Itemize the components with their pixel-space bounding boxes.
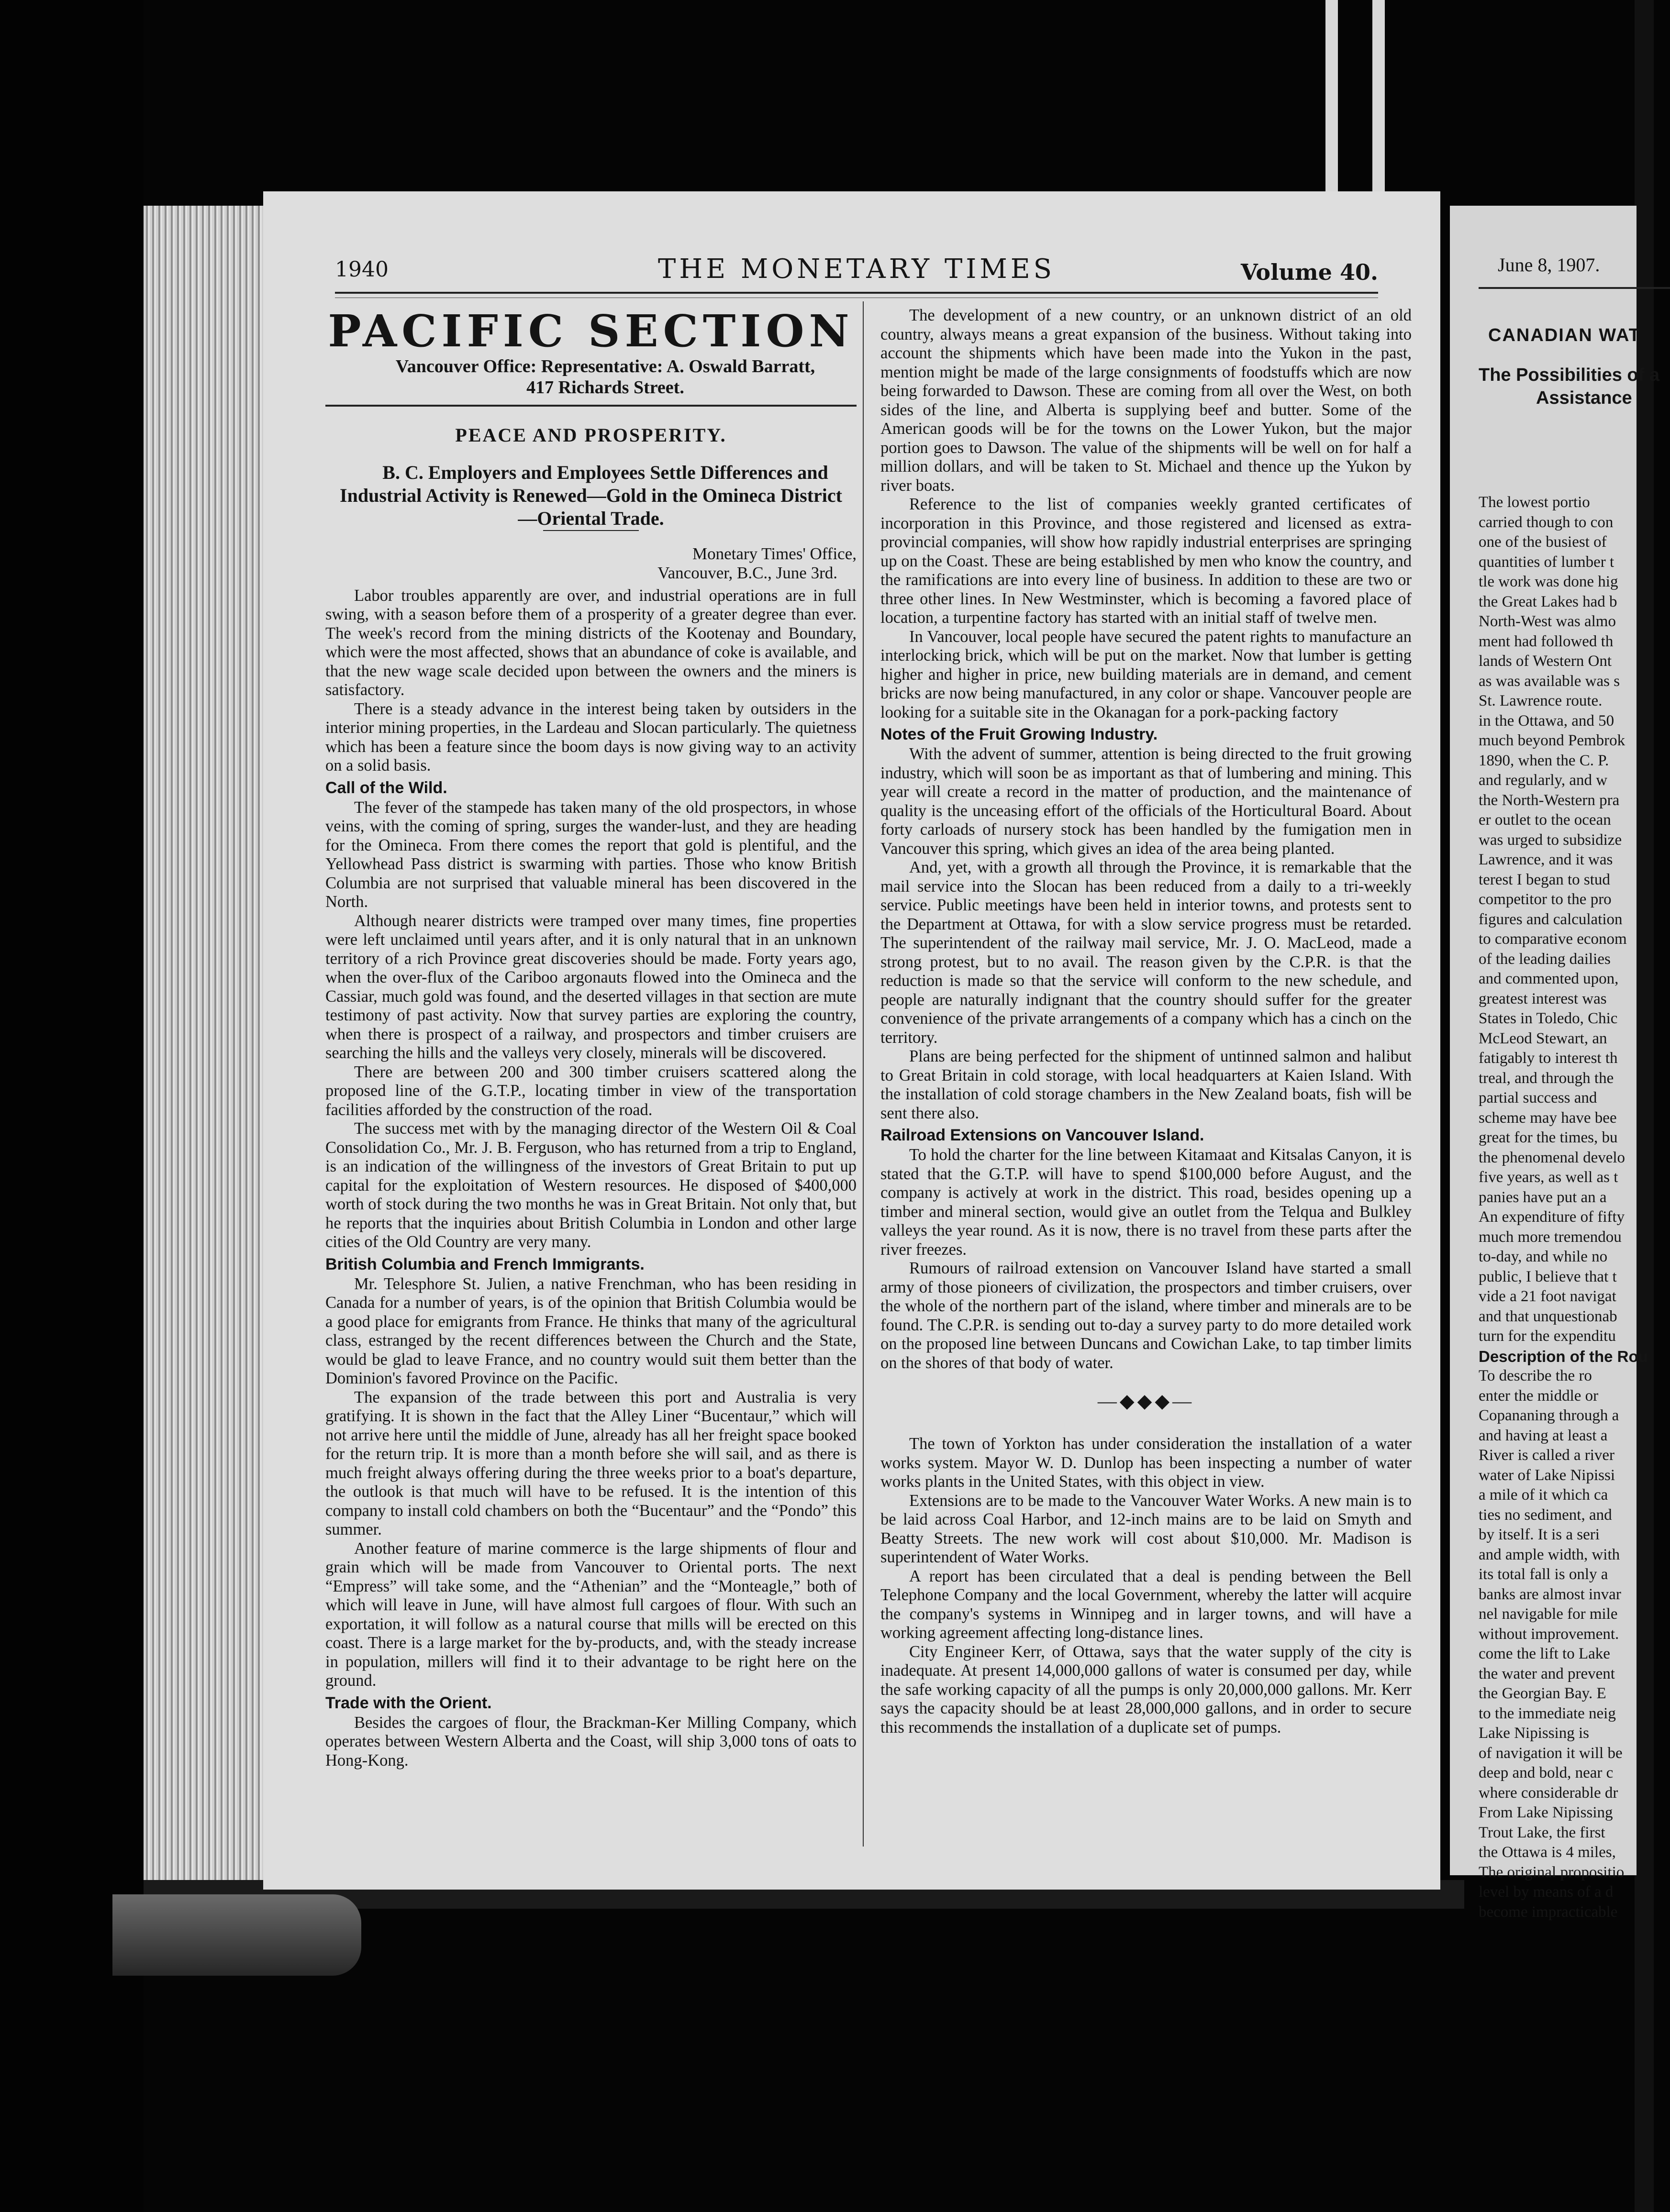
adjacent-text-line: deep and bold, near c xyxy=(1479,1764,1614,1781)
adjacent-text-line: much more tremendou xyxy=(1479,1228,1622,1246)
section-title: PACIFIC SECTION xyxy=(328,305,854,357)
newspaper-page xyxy=(263,191,1440,1890)
adjacent-text-line: 1890, when the C. P. xyxy=(1479,752,1609,769)
film-sprocket-gap xyxy=(1372,0,1385,206)
deck-rule xyxy=(543,530,639,531)
adjacent-text-line: Copananing through a xyxy=(1479,1407,1619,1424)
paragraph: There are between 200 and 300 timber cruisers scattered along the proposed line of the G.T.P., locating timber in view of the transportation facilities afforded by the construction of the road. xyxy=(325,1062,857,1119)
book-page-edges xyxy=(144,206,263,1890)
adjacent-text-line: was urged to subsidize xyxy=(1479,831,1622,849)
adjacent-text-line: quantities of lumber t xyxy=(1479,553,1614,571)
adjacent-text-line: and ample width, with xyxy=(1479,1546,1620,1563)
adjacent-text-line: terest I began to stud xyxy=(1479,871,1610,888)
adjacent-text-line: a mile of it which ca xyxy=(1479,1486,1608,1504)
left-column xyxy=(325,306,857,1770)
adjacent-text-line: nel navigable for mile xyxy=(1479,1605,1618,1623)
article-headline: PEACE AND PROSPERITY. xyxy=(455,424,727,446)
adjacent-text-line: five years, as well as t xyxy=(1479,1169,1618,1186)
adjacent-text-line: and that unquestionab xyxy=(1479,1307,1617,1325)
adjacent-text-line: carried though to con xyxy=(1479,513,1614,531)
adjacent-text-line: ties no sediment, and xyxy=(1479,1506,1612,1524)
adjacent-text-line: From Lake Nipissing xyxy=(1479,1804,1613,1821)
page-number: 1940 xyxy=(335,257,389,282)
subheading: Call of the Wild. xyxy=(325,778,447,797)
adjacent-text-line: level by means of a d xyxy=(1479,1883,1614,1901)
paragraph: Extensions are to be made to the Vancouver Water Works. A new main is to be laid across Coal Harbor, and 12-inch mains are to be laid on Smyth and Beatty Streets. The new work will cost about $10,000. Mr. Madison is superintendent of Water Works. xyxy=(880,1491,1412,1566)
paragraph: Reference to the list of companies weekly granted certificates of incorporation in this Province, and those registered and licensed as extra-provincial companies, will show how rapidly industrial enterprises are springing up on the Coast. These are being established by men who know the country, and the ramifications are into every line of business. In addition to these are two or three other lines. In New Westminster, which is becoming a favored place of location, a turpentine factory has started with an initial staff of twelve men. xyxy=(880,495,1412,627)
adjacent-text-line: and having at least a xyxy=(1479,1427,1608,1444)
adjacent-text-line: competitor to the pro xyxy=(1479,891,1612,908)
adjacent-text-line: to the immediate neig xyxy=(1479,1704,1616,1722)
paragraph: Labor troubles apparently are over, and industrial operations are in full swing, with a season before them of a prosperity of a greater degree than ever. The week's record from the mining districts of the Kootenay and Boundary, which were the most affected, shows that an abundance of coke is available, and that the new wage scale decided upon between the owners and the miners is satisfactory. xyxy=(325,586,857,699)
paragraph: Although nearer districts were tramped over many times, fine properties were left unclaimed until years after, and it is only natural that in an unknown territory of a rich Province great discoveries should be made. Forty years ago, when the over-flux of the Cariboo argonauts flowed into the Omineca and the Cassiar, much gold was found, and the deserted villages in that section are mute testimony of past activity. Now that survey parties are exploring the country, when there is prospect of a railway, and prospectors and timber cruisers are searching the hills and the valleys very closely, minerals will be discovered. xyxy=(325,911,857,1062)
section-rule xyxy=(325,405,857,407)
adjacent-text-line: of navigation it will be xyxy=(1479,1744,1623,1762)
header-rule xyxy=(335,292,1378,294)
adjacent-text-line: banks are almost invar xyxy=(1479,1585,1621,1603)
adjacent-text-line: where considerable dr xyxy=(1479,1784,1618,1802)
adjacent-text-line: of the leading dailies xyxy=(1479,950,1611,968)
adjacent-text-line: its total fall is only a xyxy=(1479,1566,1608,1583)
adjacent-text-line: to comparative econom xyxy=(1479,930,1627,948)
dateline-office: Monetary Times' Office, xyxy=(692,544,857,563)
adjacent-page-title: CANADIAN WAT xyxy=(1488,325,1641,345)
adjacent-text-line: the water and prevent xyxy=(1479,1665,1615,1682)
adjacent-page-subtitle xyxy=(1479,364,1659,409)
adjacent-text-line: To describe the ro xyxy=(1479,1367,1592,1384)
paragraph: The success met with by the managing director of the Western Oil & Coal Consolidation Co., Mr. J. B. Ferguson, who has returned from a trip to England, is an indication of the willingness of the investors of Great Britain to put up capital for the exploitation of Western resources. He disposed of $400,000 worth of stock during the two months he was in Great Britain. Not only that, but he reports that the inquiries about British Columbia in London and other large cities of the Old Country are very many. xyxy=(325,1119,857,1251)
adjacent-text-line: great for the times, bu xyxy=(1479,1129,1618,1146)
paragraph: There is a steady advance in the interest being taken by outsiders in the interior mining properties, in the Lardeau and Slocan particularly. The quietness which has been a feature since the boom days is now giving way to an activity on a solid basis. xyxy=(325,699,857,774)
adjacent-text-line: much beyond Pembrok xyxy=(1479,732,1625,749)
adjacent-text-line: lands of Western Ont xyxy=(1479,653,1612,670)
paragraph: And, yet, with a growth all through the Province, it is remarkable that the mail service into the Slocan has been reduced from a daily to a tri-weekly service. Public meetings have been held in interior towns, and protests sent to the Department at Ottawa, for with a slow service progress must be retarded. The superintendent of the railway mail service, Mr. J. O. MacLeod, made a strong protest, but to no avail. The reason given by the C.P.R. is that the reduction is made so that the service will conform to the new schedule, and people are naturally indignant that the country should suffer for the greater convenience of the private arrangements of a company which has a cinch on the territory. xyxy=(880,858,1412,1047)
adjacent-text-line: vide a 21 foot navigat xyxy=(1479,1288,1616,1305)
adjacent-text-line: Lawrence, and it was xyxy=(1479,851,1613,868)
adjacent-header-rule xyxy=(1479,287,1670,289)
adjacent-text-line: become impracticable xyxy=(1479,1903,1618,1921)
adjacent-text-line: and commented upon, xyxy=(1479,970,1619,987)
adjacent-text-line: figures and calculation xyxy=(1479,910,1623,928)
paragraph: Mr. Telesphore St. Julien, a native Frenchman, who has been residing in Canada for a number of years, is of the opinion that British Columbia would be a good place for emigrants from France. He thinks that many of the agricultural class, estranged by the recent differences between the Church and the State, would be glad to leave France, and no country would suit them better than the Dominion's favored Province on the Pacific. xyxy=(325,1274,857,1387)
right-column xyxy=(880,306,1412,1737)
paragraph: City Engineer Kerr, of Ottawa, says that the water supply of the city is inadequate. At present 14,000,000 gallons of water is consumed per day, while the safe working capacity of all the pumps is only 20,000,000 gallons. Mr. Kerr says the capacity should be at least 28,000,000 gallons, and in order to secure this recommends the installation of a duplicate set of pumps. xyxy=(880,1642,1412,1736)
adjacent-text-line: one of the busiest of xyxy=(1479,533,1607,551)
column-divider xyxy=(863,301,864,1847)
paragraph: The development of a new country, or an unknown district of an old country, always means a great expansion of the business. Without taking into account the shipments which have been made into the Yukon in the past, mention might be made of the large consignments of foodstuffs which are now being forwarded to Dawson. These are coming from all over the West, on both sides of the line, and Alberta is supplying beef and butter. Some of the American goods will be for the towns on the Lower Yukon, but the major portion goes to Dawson. The value of the shipments will be well on for half a million dollars, and will be taken to St. Michael and thence up the Yukon by river boats. xyxy=(880,306,1412,495)
adjacent-text-line: The original propositio xyxy=(1479,1863,1625,1881)
paragraph: Another feature of marine commerce is the large shipments of flour and grain which will be made from Vancouver to Oriental ports. The next “Empress” will take some, and the “Athenian” and the “Monteagle,” both of which will leave in June, will have almost full cargoes of flour. With such an exportation, it will follow as a natural course that mills will be erected on this coast. There is a large market for the by-products, and, with the steady increase in population, millers will find it to their advantage to be right here on the ground. xyxy=(325,1539,857,1690)
page-header xyxy=(335,254,1378,292)
adjacent-text-line: North-West was almo xyxy=(1479,613,1616,630)
right-column-body xyxy=(880,306,1412,1737)
adjacent-text-line: to-day, and while no xyxy=(1479,1248,1608,1265)
adjacent-text-line: turn for the expenditu xyxy=(1479,1327,1616,1345)
adjacent-text-line: by itself. It is a seri xyxy=(1479,1526,1600,1543)
paragraph: Rumours of railroad extension on Vancouver Island have started a small army of those pioneers of civilization, the prospectors and timber cruisers, over the whole of the northern part of the island, where timber and minerals are to be found. The C.P.R. is sending out to-day a survey party to do more detailed work on the proposed line between Duncans and Cowichan Lake, to tap timber limits on the shores of that body of water. xyxy=(880,1259,1412,1372)
adjacent-text-line: the Ottawa is 4 miles, xyxy=(1479,1844,1616,1861)
adjacent-text-line: the Great Lakes had b xyxy=(1479,593,1617,610)
adjacent-text-line: er outlet to the ocean xyxy=(1479,811,1611,829)
adjacent-text-line: tle work was done hig xyxy=(1479,573,1618,590)
article-deck: B. C. Employers and Employees Settle Differences and Industrial Activity is Renewed—Gold in the Omineca District—Oriental Trade. xyxy=(340,461,842,529)
subheading: British Columbia and French Immigrants. xyxy=(325,1255,645,1273)
adjacent-text-line: ment had followed th xyxy=(1479,632,1614,650)
film-border-left xyxy=(0,0,144,2212)
left-column-body xyxy=(325,586,857,1770)
adjacent-text-line: and regularly, and w xyxy=(1479,772,1608,789)
adjacent-text-line: McLeod Stewart, an xyxy=(1479,1029,1607,1047)
paragraph: A report has been circulated that a deal is pending between the Bell Telephone Company and the local Government, whereby the latter will acquire the company's systems in Winnipeg and in larger towns, and will have a working agreement affecting long-distance lines. xyxy=(880,1567,1412,1642)
paragraph: To hold the charter for the line between Kitamaat and Kitsalas Canyon, it is stated that the G.T.P. will have to spend $100,000 before August, and the company is actively at work in the district. This road, besides opening up a timber and mineral section, would give an outlet from the Telqua and Bulkley valleys the year round. As it is now, there is no travel from these parts after the river freezes. xyxy=(880,1146,1412,1259)
book-clamp xyxy=(112,1894,361,1976)
adjacent-text-line: Description of the Rou xyxy=(1479,1347,1648,1365)
adjacent-page-date: June 8, 1907. xyxy=(1498,254,1600,276)
adjacent-text-line: public, I believe that t xyxy=(1479,1268,1617,1285)
adjacent-text-line: water of Lake Nipissi xyxy=(1479,1466,1615,1484)
adjacent-text-line: without improvement. xyxy=(1479,1625,1619,1643)
paragraph: Besides the cargoes of flour, the Brackman-Ker Milling Company, which operates between Western Alberta and the Coast, will ship 3,000 tons of oats to Hong-Kong. xyxy=(325,1713,857,1770)
film-sprocket-gap xyxy=(1325,0,1338,206)
adjacent-text-line: Trout Lake, the first xyxy=(1479,1824,1605,1841)
adjacent-page-text xyxy=(1479,493,1648,1922)
adjacent-text-line: fatigably to interest th xyxy=(1479,1050,1618,1067)
paragraph: The fever of the stampede has taken many of the old prospectors, in whose veins, with the coming of spring, surges the wander-lust, and they are heading for the Omineca. From there comes the report that gold is plentiful, and the Yellowhead Pass district is swarming with parties. Those who know British Columbia are not surprised that valuable mineral has been discovered in the North. xyxy=(325,798,857,911)
adjacent-text-line: River is called a river xyxy=(1479,1447,1615,1464)
adjacent-page xyxy=(1450,206,1659,1921)
adjacent-text-line: enter the middle or xyxy=(1479,1387,1599,1405)
adjacent-text-line: the North-Western pra xyxy=(1479,791,1620,809)
subheading: Railroad Extensions on Vancouver Island. xyxy=(880,1126,1204,1144)
paragraph: Plans are being perfected for the shipment of untinned salmon and halibut to Great Britain in cold storage, with local headquarters at Kaien Island. With the installation of cold storage chambers in the New Zealand boats, fish will be sent there also. xyxy=(880,1047,1412,1122)
subheading: Trade with the Orient. xyxy=(325,1693,492,1712)
paragraph: The town of Yorkton has under consideration the installation of a water works system. Mayor W. D. Dunlop has been inspecting a number of water works plants in the United States, with this object in view. xyxy=(880,1435,1412,1491)
adjacent-text-line: Lake Nipissing is xyxy=(1479,1725,1589,1742)
adjacent-text-line: as was available was s xyxy=(1479,672,1620,690)
subheading: Notes of the Fruit Growing Industry. xyxy=(880,725,1158,743)
section-ornament: —◆◆◆— xyxy=(1097,1390,1195,1412)
adjacent-text-line: The lowest portio xyxy=(1479,494,1590,511)
adjacent-subtitle-line: The Possibilities of a xyxy=(1479,365,1659,385)
adjacent-text-line: greatest interest was xyxy=(1479,990,1607,1007)
masthead: THE MONETARY TIMES xyxy=(658,254,1055,285)
adjacent-text-line: scheme may have bee xyxy=(1479,1109,1617,1127)
adjacent-text-line: the phenomenal develo xyxy=(1479,1149,1625,1166)
adjacent-text-line: in the Ottawa, and 50 xyxy=(1479,712,1614,730)
adjacent-text-line: An expenditure of fifty xyxy=(1479,1208,1625,1226)
adjacent-text-line: partial success and xyxy=(1479,1089,1597,1106)
adjacent-text-line: St. Lawrence route. xyxy=(1479,692,1603,709)
volume-label: Volume 40. xyxy=(1240,259,1378,285)
adjacent-text-line: treal, and through the xyxy=(1479,1069,1614,1087)
paragraph: The expansion of the trade between this port and Australia is very gratifying. It is shown in the fact that the Alley Liner “Bucentaur,” which will not arrive here until the middle of June, already has all her freight space booked for the return trip. It is more than a month before she will sail, and as there is much freight always offering during the three weeks prior to a boat's departure, the outlook is that much will have to be refused. It is the intention of this company to install cold chambers on both the “Bucentaur” and the “Pondo” this summer. xyxy=(325,1388,857,1538)
adjacent-text-line: come the lift to Lake xyxy=(1479,1645,1610,1662)
paragraph: In Vancouver, local people have secured the patent rights to manufacture an interlocking brick, which will be put on the market. Now that lumber is getting higher and higher in price, new building materials are in demand, and cement bricks are now being manufactured, in any color or shape. Vancouver people are looking for a suitable site in the Okanagan for a pork-packing factory xyxy=(880,627,1412,721)
adjacent-subtitle-line: Assistance xyxy=(1536,388,1632,408)
adjacent-text-line: States in Toledo, Chic xyxy=(1479,1010,1618,1027)
paragraph: With the advent of summer, attention is being directed to the fruit growing industry, which will soon be as important as that of lumbering and mining. This year will create a record in the matter of production, and the maintenance of quality is the unceasing effort of the officials of the Horticultural Board. About forty carloads of nursery stock has been handled by the fumigation men in Vancouver this spring, which gives an idea of the area being planted. xyxy=(880,745,1412,858)
dateline-place: Vancouver, B.C., June 3rd. xyxy=(657,563,837,582)
office-line: Vancouver Office: Representative: A. Oswald Barratt, xyxy=(395,356,815,376)
adjacent-text-line: the Georgian Bay. E xyxy=(1479,1685,1606,1702)
adjacent-text-line: panies have put an a xyxy=(1479,1188,1607,1206)
office-address: 417 Richards Street. xyxy=(526,377,684,398)
